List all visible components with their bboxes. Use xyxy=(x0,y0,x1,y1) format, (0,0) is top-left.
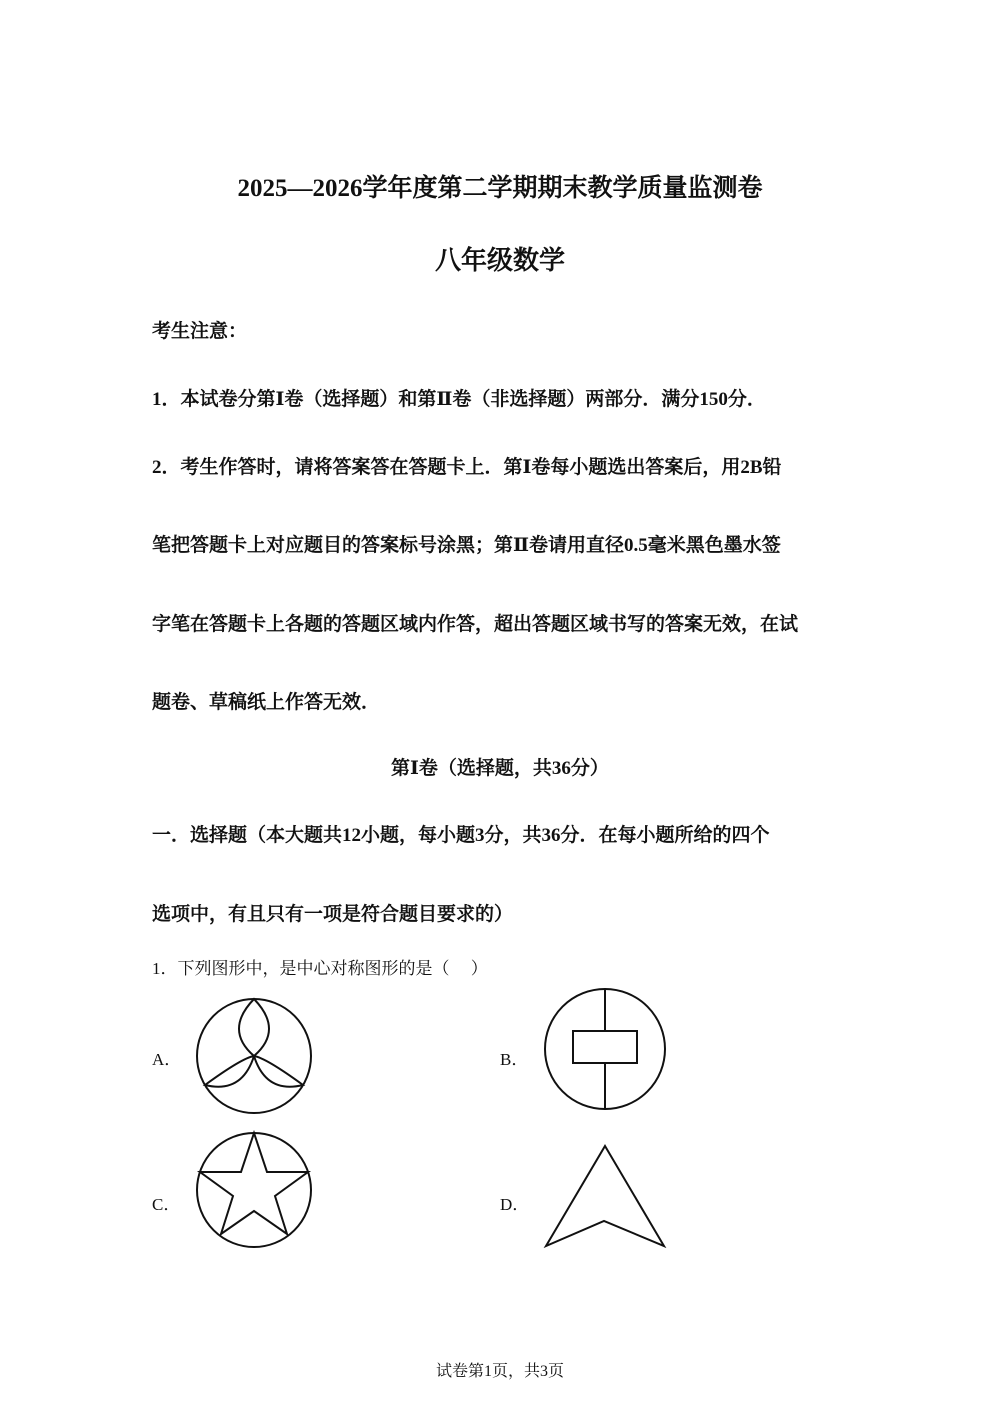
section-title: 第Ⅰ卷（选择题，共36分） xyxy=(391,758,609,779)
page-footer: 试卷第1页，共3页 xyxy=(435,1363,564,1380)
option-c-label: C． xyxy=(152,1195,181,1214)
page-title: 2025—2026学年度第二学期期末教学质量监测卷 xyxy=(237,175,763,202)
notice-heading: 考生注意： xyxy=(152,321,248,342)
notice-line-1: 1．本试卷分第Ⅰ卷（选择题）和第Ⅱ卷（非选择题）两部分．满分150分． xyxy=(152,389,766,410)
option-d-label: D． xyxy=(500,1195,530,1214)
section-instruction-a: 一．选择题（本大题共12小题，每小题3分，共36分．在每小题所给的四个 xyxy=(152,825,770,846)
notice-line-2a: 2．考生作答时，请将答案答在答题卡上．第Ⅰ卷每小题选出答案后，用2B铅 xyxy=(152,457,782,478)
notice-line-2c: 字笔在答题卡上各题的答题区域内作答，超出答题区域书写的答案无效，在试 xyxy=(152,614,799,635)
question-1-stem: 1．下列图形中，是中心对称图形的是（ ） xyxy=(152,959,488,978)
notice-line-2d: 题卷、草稿纸上作答无效． xyxy=(152,692,381,713)
option-a-figure-icon xyxy=(190,990,320,1120)
option-b-label: B． xyxy=(500,1050,529,1069)
option-a-label: A． xyxy=(152,1050,182,1069)
page-subtitle: 八年级数学 xyxy=(434,246,565,275)
notice-line-2b: 笔把答题卡上对应题目的答案标号涂黑；第Ⅱ卷请用直径0.5毫米黑色墨水签 xyxy=(152,535,781,556)
option-c-figure-icon xyxy=(190,1128,320,1258)
option-b-figure-icon xyxy=(540,985,670,1115)
option-d-figure-icon xyxy=(540,1140,670,1255)
section-instruction-b: 选项中，有且只有一项是符合题目要求的） xyxy=(152,904,514,925)
